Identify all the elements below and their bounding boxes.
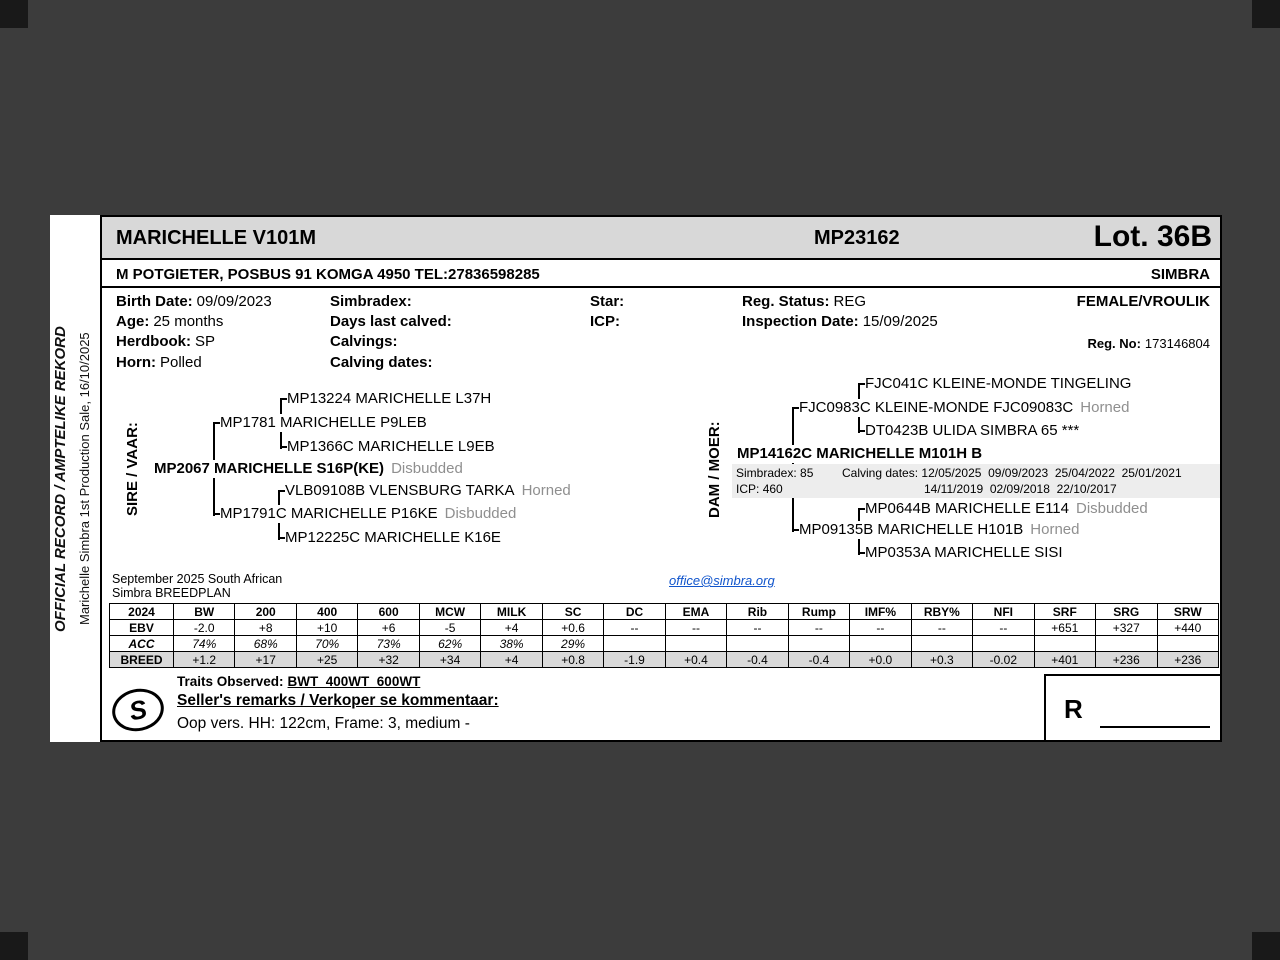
field-value: 25 months: [153, 313, 224, 330]
breedplan-note-line1: September 2025 South African: [112, 572, 283, 586]
ebv-cell: +440: [1157, 620, 1219, 636]
animal-name: MP1791C MARICHELLE P16KE: [220, 505, 438, 522]
ebv-cell: +34: [419, 652, 480, 668]
field-birth-date: [116, 293, 272, 310]
animal-name: MP09135B MARICHELLE H101B: [799, 521, 1024, 538]
field-label: Simbradex:: [736, 466, 797, 480]
field-days-last-calved: [330, 313, 456, 330]
ebv-cell: +10: [296, 620, 357, 636]
field-reg-status: [742, 293, 866, 310]
field-calvings: [330, 333, 402, 350]
field-value: SP: [195, 333, 216, 350]
ebv-cell: +8: [235, 620, 296, 636]
ebv-column-header: MCW: [419, 604, 480, 620]
field-label: Calvings:: [330, 333, 398, 350]
pedigree-entry: [799, 399, 1134, 417]
pedigree-entry: [799, 521, 1084, 539]
ebv-column-header: Rib: [727, 604, 788, 620]
ebv-cell: +17: [235, 652, 296, 668]
owner-bar: [102, 262, 1220, 288]
field-label: Star:: [590, 293, 625, 310]
catalog-page: [50, 215, 1222, 742]
ebv-cell: +25: [296, 652, 357, 668]
horn-status-note: Horned: [1030, 521, 1080, 538]
pedigree-entry: [220, 505, 521, 523]
pedigree-entry-sire: [154, 460, 468, 478]
pedigree-entry: [865, 544, 1075, 562]
animal-name-title: MARICHELLE V101M: [116, 227, 317, 249]
dam-simbradex: [736, 466, 813, 480]
ebv-cell: --: [911, 620, 972, 636]
ebv-cell: +4: [481, 652, 542, 668]
ebv-row-label: BREED: [110, 652, 174, 668]
pedigree-entry: [865, 375, 1143, 393]
ebv-cell: [604, 636, 665, 652]
currency-symbol: R: [1064, 694, 1083, 724]
ebv-cell: +0.8: [542, 652, 603, 668]
ebv-column-header: SRW: [1157, 604, 1219, 620]
field-label: Simbradex:: [330, 293, 412, 310]
ebv-cell: --: [850, 620, 911, 636]
field-age: [116, 313, 223, 330]
simbra-logo-icon: [108, 684, 168, 736]
field-simbradex: [330, 293, 416, 310]
ebv-row-ebv: [110, 620, 1219, 636]
ebv-row-label: EBV: [110, 620, 174, 636]
ebv-cell: 73%: [358, 636, 419, 652]
dam-calving-dates: [842, 466, 1182, 480]
owner-contact: M POTGIETER, POSBUS 91 KOMGA 4950 TEL:27836598285: [116, 266, 540, 283]
ebv-cell: 70%: [296, 636, 357, 652]
sale-info-vertical-text: Marichelle Simbra 1st Production Sale, 16/10/2025: [77, 332, 92, 626]
field-label: ICP:: [736, 482, 760, 496]
pedigree-entry: [287, 438, 507, 456]
field-label: Herdbook:: [116, 333, 191, 350]
ebv-column-header: 400: [296, 604, 357, 620]
ebv-column-header: SC: [542, 604, 603, 620]
ebv-cell: [911, 636, 972, 652]
window-corner: [1252, 932, 1280, 960]
dam-section-label: DAM / MOER:: [706, 421, 723, 518]
horn-status-note: Disbudded: [1076, 500, 1148, 517]
ebv-cell: [1096, 636, 1157, 652]
ebv-cell: 74%: [174, 636, 235, 652]
ebv-cell: 29%: [542, 636, 603, 652]
ebv-cell: -1.9: [604, 652, 665, 668]
traits-observed: [177, 674, 420, 689]
ebv-cell: [665, 636, 726, 652]
field-label: Inspection Date:: [742, 313, 859, 330]
ebv-cell: -5: [419, 620, 480, 636]
ebv-cell: --: [604, 620, 665, 636]
animal-name: MP1781 MARICHELLE P9LEB: [220, 414, 427, 431]
field-value: 85: [800, 466, 814, 480]
ebv-cell: +236: [1157, 652, 1219, 668]
horn-status-note: Disbudded: [391, 460, 463, 477]
ebv-header-row: [110, 604, 1219, 620]
field-label: Birth Date:: [116, 293, 193, 310]
ebv-row-label: ACC: [110, 636, 174, 652]
field-label: Calving dates:: [330, 354, 433, 371]
seller-remarks-text: Oop vers. HH: 122cm, Frame: 3, medium -: [177, 715, 470, 732]
animal-name: VLB09108B VLENSBURG TARKA: [285, 482, 515, 499]
ebv-cell: +0.3: [911, 652, 972, 668]
ebv-cell: [1034, 636, 1095, 652]
ebv-column-header: MILK: [481, 604, 542, 620]
field-label: ICP:: [590, 313, 620, 330]
ebv-column-header: NFI: [973, 604, 1034, 620]
window-corner: [1252, 0, 1280, 28]
dam-icp: [736, 482, 783, 496]
ebv-column-header: 600: [358, 604, 419, 620]
pedigree-entry: [220, 414, 439, 432]
dam-calving-dates-continued: [924, 482, 1117, 496]
seller-remarks-heading: Seller's remarks / Verkoper se kommentaar:: [177, 692, 499, 709]
field-inspection-date: [742, 313, 938, 330]
animal-name: MP13224 MARICHELLE L37H: [287, 390, 492, 407]
ebv-cell: +0.4: [665, 652, 726, 668]
ebv-row-breed: [110, 652, 1219, 668]
field-label: Horn:: [116, 354, 156, 371]
sex-label: FEMALE/VROULIK: [1076, 293, 1210, 310]
sire-section-label: SIRE / VAAR:: [124, 422, 141, 517]
ebv-column-header: RBY%: [911, 604, 972, 620]
animal-name: MP14162C MARICHELLE M101H B: [737, 445, 983, 462]
ebv-cell: -0.4: [788, 652, 849, 668]
traits-value: BWT 400WT 600WT: [287, 674, 421, 689]
lot-number: Lot. 36B: [1093, 220, 1212, 253]
ebv-cell: +236: [1096, 652, 1157, 668]
ebv-cell: -0.02: [973, 652, 1034, 668]
field-label: Reg. Status:: [742, 293, 830, 310]
window-corner: [0, 0, 28, 28]
animal-name: DT0423B ULIDA SIMBRA 65 ***: [865, 422, 1080, 439]
ebv-cell: +32: [358, 652, 419, 668]
animal-id: MP23162: [814, 227, 900, 249]
dam-breeding-info-panel: [732, 464, 1220, 498]
title-bar: [102, 217, 1220, 260]
ebv-cell: +6: [358, 620, 419, 636]
animal-name: MP12225C MARICHELLE K16E: [285, 529, 501, 546]
field-value: 15/09/2025: [862, 313, 938, 330]
ebv-cell: +401: [1034, 652, 1095, 668]
field-value: 09/09/2023: [196, 293, 272, 310]
ebv-column-header: 2024: [110, 604, 174, 620]
ebv-cell: --: [788, 620, 849, 636]
field-horn: [116, 354, 202, 371]
logo-letter: S: [126, 693, 150, 726]
ebv-cell: 62%: [419, 636, 480, 652]
traits-label: Traits Observed:: [177, 674, 284, 689]
animal-name: MP0644B MARICHELLE E114: [865, 500, 1069, 517]
field-value: 173146804: [1144, 336, 1210, 351]
animal-name: FJC0983C KLEINE-MONDE FJC09083C: [799, 399, 1074, 416]
field-calving-dates: [330, 354, 437, 371]
price-write-in-line: [1100, 726, 1210, 728]
ebv-column-header: EMA: [665, 604, 726, 620]
breed-name: SIMBRA: [1150, 266, 1210, 283]
ebv-cell: --: [973, 620, 1034, 636]
pedigree-entry: [865, 500, 1153, 518]
animal-name: MP0353A MARICHELLE SISI: [865, 544, 1063, 561]
ebv-row-acc: [110, 636, 1219, 652]
field-value: 12/05/2025 09/09/2023 25/04/2022 25/01/2021: [921, 466, 1182, 480]
pedigree-entry: [865, 422, 1091, 440]
animal-name: MP1366C MARICHELLE L9EB: [287, 438, 495, 455]
ebv-cell: +651: [1034, 620, 1095, 636]
ebv-cell: --: [727, 620, 788, 636]
ebv-cell: +1.2: [174, 652, 235, 668]
horn-status-note: Horned: [521, 482, 571, 499]
ebv-cell: +4: [481, 620, 542, 636]
field-label: Reg. No:: [1087, 336, 1141, 351]
pedigree-entry-dam: [737, 445, 994, 463]
ebv-cell: +0.6: [542, 620, 603, 636]
ebv-column-header: SRF: [1034, 604, 1095, 620]
pedigree-entry: [287, 390, 503, 408]
ebv-column-header: DC: [604, 604, 665, 620]
field-label: Calving dates:: [842, 466, 919, 480]
field-value: REG: [833, 293, 867, 310]
field-value: 460: [762, 482, 783, 496]
ebv-cell: [850, 636, 911, 652]
ebv-cell: [973, 636, 1034, 652]
field-herdbook: [116, 333, 215, 350]
ebv-column-header: SRG: [1096, 604, 1157, 620]
breedplan-note-line2: Simbra BREEDPLAN: [112, 586, 231, 600]
ebv-table: [109, 603, 1219, 668]
ebv-cell: 68%: [235, 636, 296, 652]
ebv-column-header: Rump: [788, 604, 849, 620]
field-reg-no: [1087, 336, 1210, 351]
pedigree-entry: [285, 529, 513, 547]
field-icp: [590, 313, 624, 330]
ebv-column-header: 200: [235, 604, 296, 620]
ebv-cell: +327: [1096, 620, 1157, 636]
ebv-cell: [1157, 636, 1219, 652]
ebv-cell: [788, 636, 849, 652]
field-label: Days last calved:: [330, 313, 452, 330]
horn-status-note: Horned: [1080, 399, 1130, 416]
price-box: [1044, 674, 1220, 740]
ebv-cell: [727, 636, 788, 652]
email-link[interactable]: office@simbra.org: [669, 573, 775, 588]
official-record-vertical-text: OFFICIAL RECORD / AMPTELIKE REKORD: [52, 326, 69, 632]
window-corner: [0, 932, 28, 960]
field-label: Age:: [116, 313, 150, 330]
ebv-cell: +0.0: [850, 652, 911, 668]
ebv-column-header: IMF%: [850, 604, 911, 620]
field-value: Polled: [160, 354, 202, 371]
ebv-cell: -0.4: [727, 652, 788, 668]
field-star: [590, 293, 628, 310]
pedigree-entry: [285, 482, 576, 500]
animal-name: MP2067 MARICHELLE S16P(KE): [154, 460, 385, 477]
lot-record-box: [100, 215, 1222, 742]
ebv-cell: --: [665, 620, 726, 636]
animal-name: FJC041C KLEINE-MONDE TINGELING: [865, 375, 1132, 392]
ebv-cell: -2.0: [174, 620, 235, 636]
horn-status-note: Disbudded: [444, 505, 517, 522]
field-value: 14/11/2019 02/09/2018 22/10/2017: [924, 482, 1117, 496]
ebv-cell: 38%: [481, 636, 542, 652]
ebv-column-header: BW: [174, 604, 235, 620]
